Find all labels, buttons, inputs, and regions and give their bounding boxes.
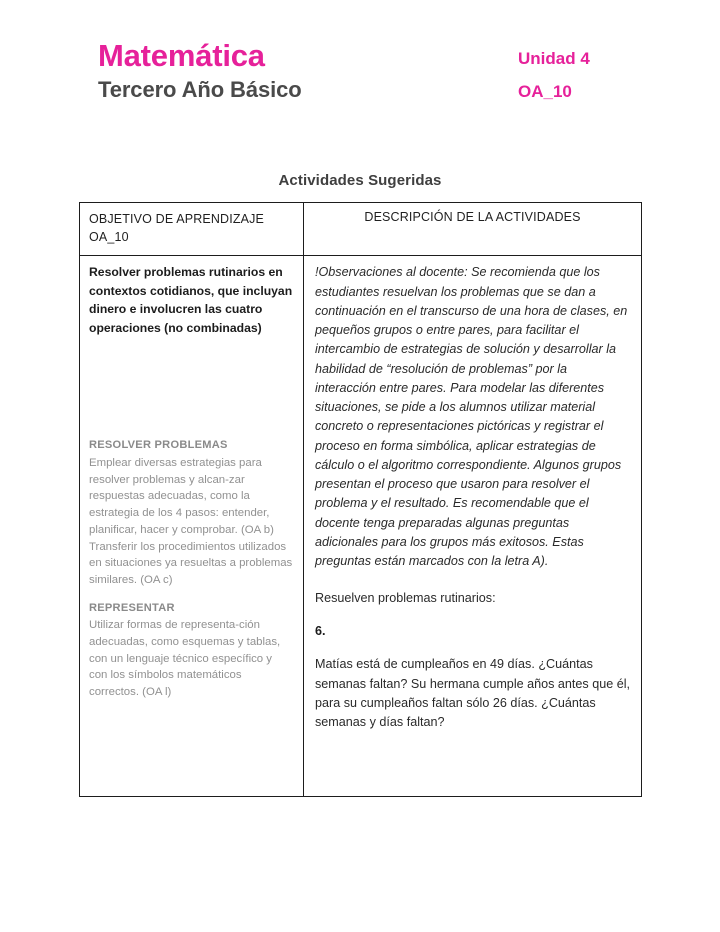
skill-group — [89, 600, 293, 701]
table-header-row — [80, 203, 642, 256]
table-header-cell-objective — [80, 203, 304, 256]
table-header-description: DESCRIPCIÓN DE LA ACTIVIDADES — [364, 210, 581, 224]
table-header-cell-description — [304, 203, 642, 256]
oa-code-label: OA_10 — [518, 81, 572, 101]
teacher-note: !Observaciones al docente: Se recomienda que los estudiantes resuelvan los problemas que se dan a continuación en el transcurso de una hora de clases, en pequeños grupos o entre pares, para facilitar el intercambio de estrategias de solución y desarrollar la habilidad de “resolución de problemas” por la interacción entre pares. Para modelar las diferentes situaciones, se pide a los alumnos utilizar material concreto o representaciones pictóricas y registrar el proceso en forma simbólica, aplicar estrategias de cálculo o el algoritmo correspondiente. Algunos grupos presentan el proceso que usaron para resolver el problema y el resultado. Es recomendable que el docente tenga preparadas algunas preguntas adicionales para los grupos más exitosos. Estas preguntas están marcados con la letra A). — [315, 265, 628, 569]
grade-title: Tercero Año Básico — [98, 76, 302, 102]
skill-body: Utilizar formas de representa-ción adecuadas, como esquemas y tablas, con un lenguaje técnico específico y con los símbolos matemáticos correctos. (OA l) — [89, 619, 281, 699]
table-header-objective-line1: OBJETIVO DE APRENDIZAJE — [89, 212, 265, 226]
skill-heading: REPRESENTAR — [89, 601, 175, 614]
header-right-group — [518, 50, 590, 101]
table-header-objective-line2: OA_10 — [89, 230, 129, 245]
document-header — [0, 40, 720, 120]
section-title: Actividades Sugeridas — [278, 172, 442, 189]
table-cell-objective — [80, 256, 304, 797]
header-left-group — [98, 40, 302, 101]
skill-heading: RESOLVER PROBLEMAS — [89, 439, 228, 452]
activity-intro: Resuelven problemas rutinarios: — [315, 590, 496, 605]
activities-table — [79, 202, 642, 797]
objective-description: Resolver problemas rutinarios en contextos cotidianos, que incluyan dinero e involucren las cuatro operaciones (no combinadas) — [89, 265, 293, 335]
skill-group — [89, 437, 293, 588]
problem-number: 6. — [315, 624, 326, 639]
unit-label: Unidad 4 — [518, 49, 590, 68]
table-cell-description — [304, 256, 642, 797]
problem-text: Matías está de cumpleaños en 49 días. ¿Cuántas semanas faltan? Su hermana cumple años antes que él, para su cumpleaños faltan sólo 26 días. ¿Cuántas semanas y días faltan? — [315, 657, 631, 729]
table-body-row — [80, 256, 642, 797]
skills-block — [89, 437, 293, 701]
subject-title: Matemática — [98, 38, 265, 73]
skill-body: Emplear diversas estrategias para resolver problemas y alcan-zar respuestas adecuadas, como la estrategia de los 4 pasos: entender, planificar, hacer y comprobar. (OA b) Transferir los procedimientos utilizados en situaciones ya resueltas a problemas similares. (OA c) — [89, 456, 293, 587]
